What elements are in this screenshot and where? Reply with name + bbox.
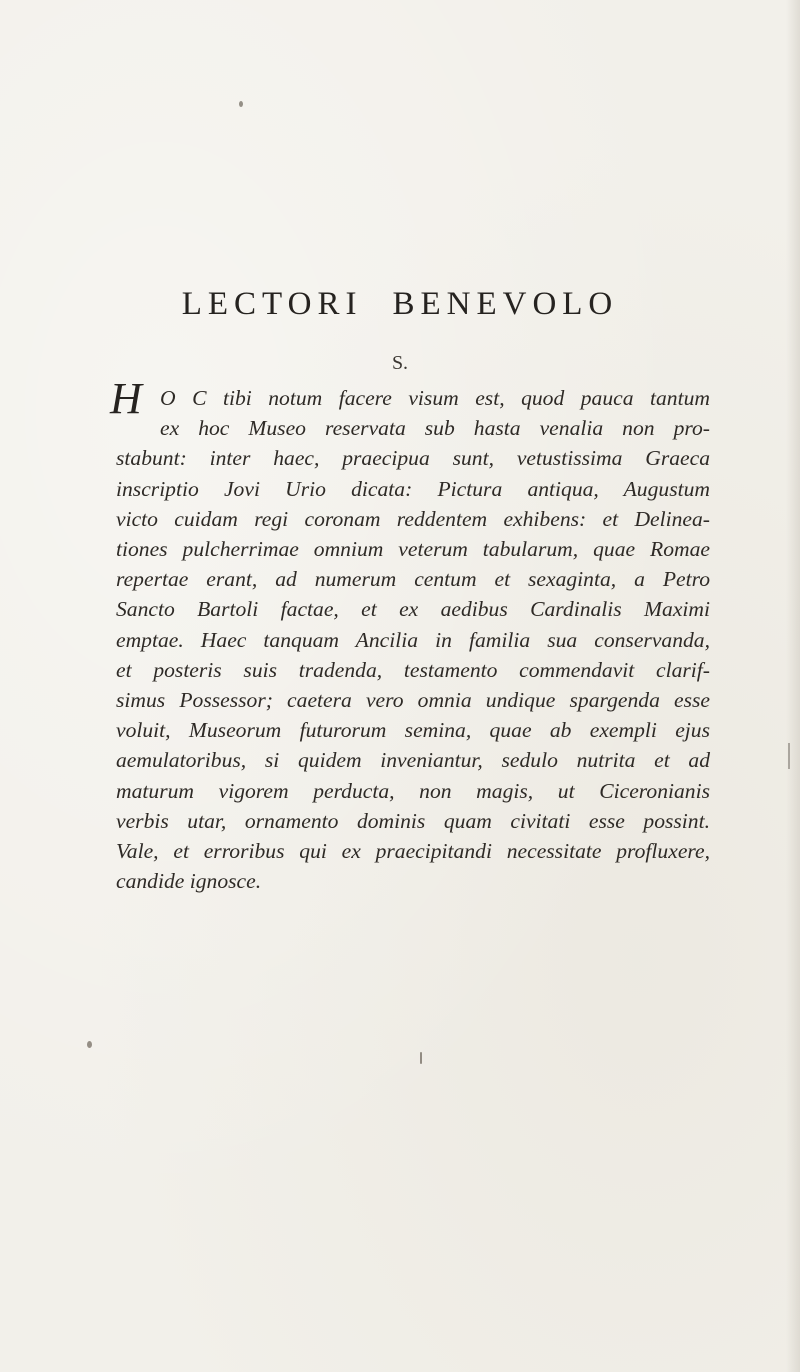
body-line-9: emptae. Haec tanquam Ancilia in familia sua conservanda, — [116, 627, 710, 652]
body-line-8: Sancto Bartoli factae, et ex aedibus Cardinalis Maximi — [116, 597, 710, 622]
body-line-15: verbis utar, ornamento dominis quam civitati esse possint. — [116, 808, 710, 833]
body-line-14: maturum vigorem perducta, non magis, ut Ciceronianis — [116, 778, 710, 803]
body-line-6: tiones pulcherrimae omnium veterum tabularum, quae Romae — [116, 537, 710, 562]
paper-speck — [87, 1041, 92, 1048]
page-heading — [0, 286, 800, 323]
paper-edge-mark — [788, 743, 790, 769]
body-line-11: simus Possessor; caetera vero omnia undique spargenda esse — [116, 688, 710, 713]
paper-speck — [420, 1052, 422, 1064]
drop-cap-letter: H — [110, 374, 142, 423]
body-line-17: candide ignosce. — [116, 869, 262, 894]
body-line-2: ex hoc Museo reservata sub hasta venalia non pro- — [160, 416, 710, 441]
body-line-12: voluit, Museorum futurorum semina, quae ab exempli ejus — [116, 718, 710, 743]
heading-word-lectori: LECTORI — [181, 286, 363, 322]
body-line-13: aemulatoribus, si quidem inveniantur, sedulo nutrita et ad — [116, 748, 710, 773]
heading-word-benevolo: BENEVOLO — [392, 286, 619, 322]
body-line-4: inscriptio Jovi Urio dicata: Pictura antiqua, Augustum — [116, 476, 710, 501]
body-line-1: O C tibi notum facere visum est, quod pauca tantum — [160, 386, 710, 410]
letter-body — [116, 383, 710, 896]
body-line-5: victo cuidam regi coronam reddentem exhibens: et Delinea- — [116, 506, 710, 531]
body-line-10: et posteris suis tradenda, testamento commendavit clarif- — [116, 657, 710, 682]
page-edge-shadow — [786, 0, 800, 1372]
body-line-3: stabunt: inter haec, praecipua sunt, vetustissima Graeca — [116, 446, 710, 471]
paper-speck — [239, 101, 243, 107]
salutation: S. — [391, 352, 409, 374]
body-line-7: repertae erant, ad numerum centum et sexaginta, a Petro — [116, 567, 710, 592]
body-line-16: Vale, et erroribus qui ex praecipitandi necessitate profluxere, — [116, 839, 710, 864]
